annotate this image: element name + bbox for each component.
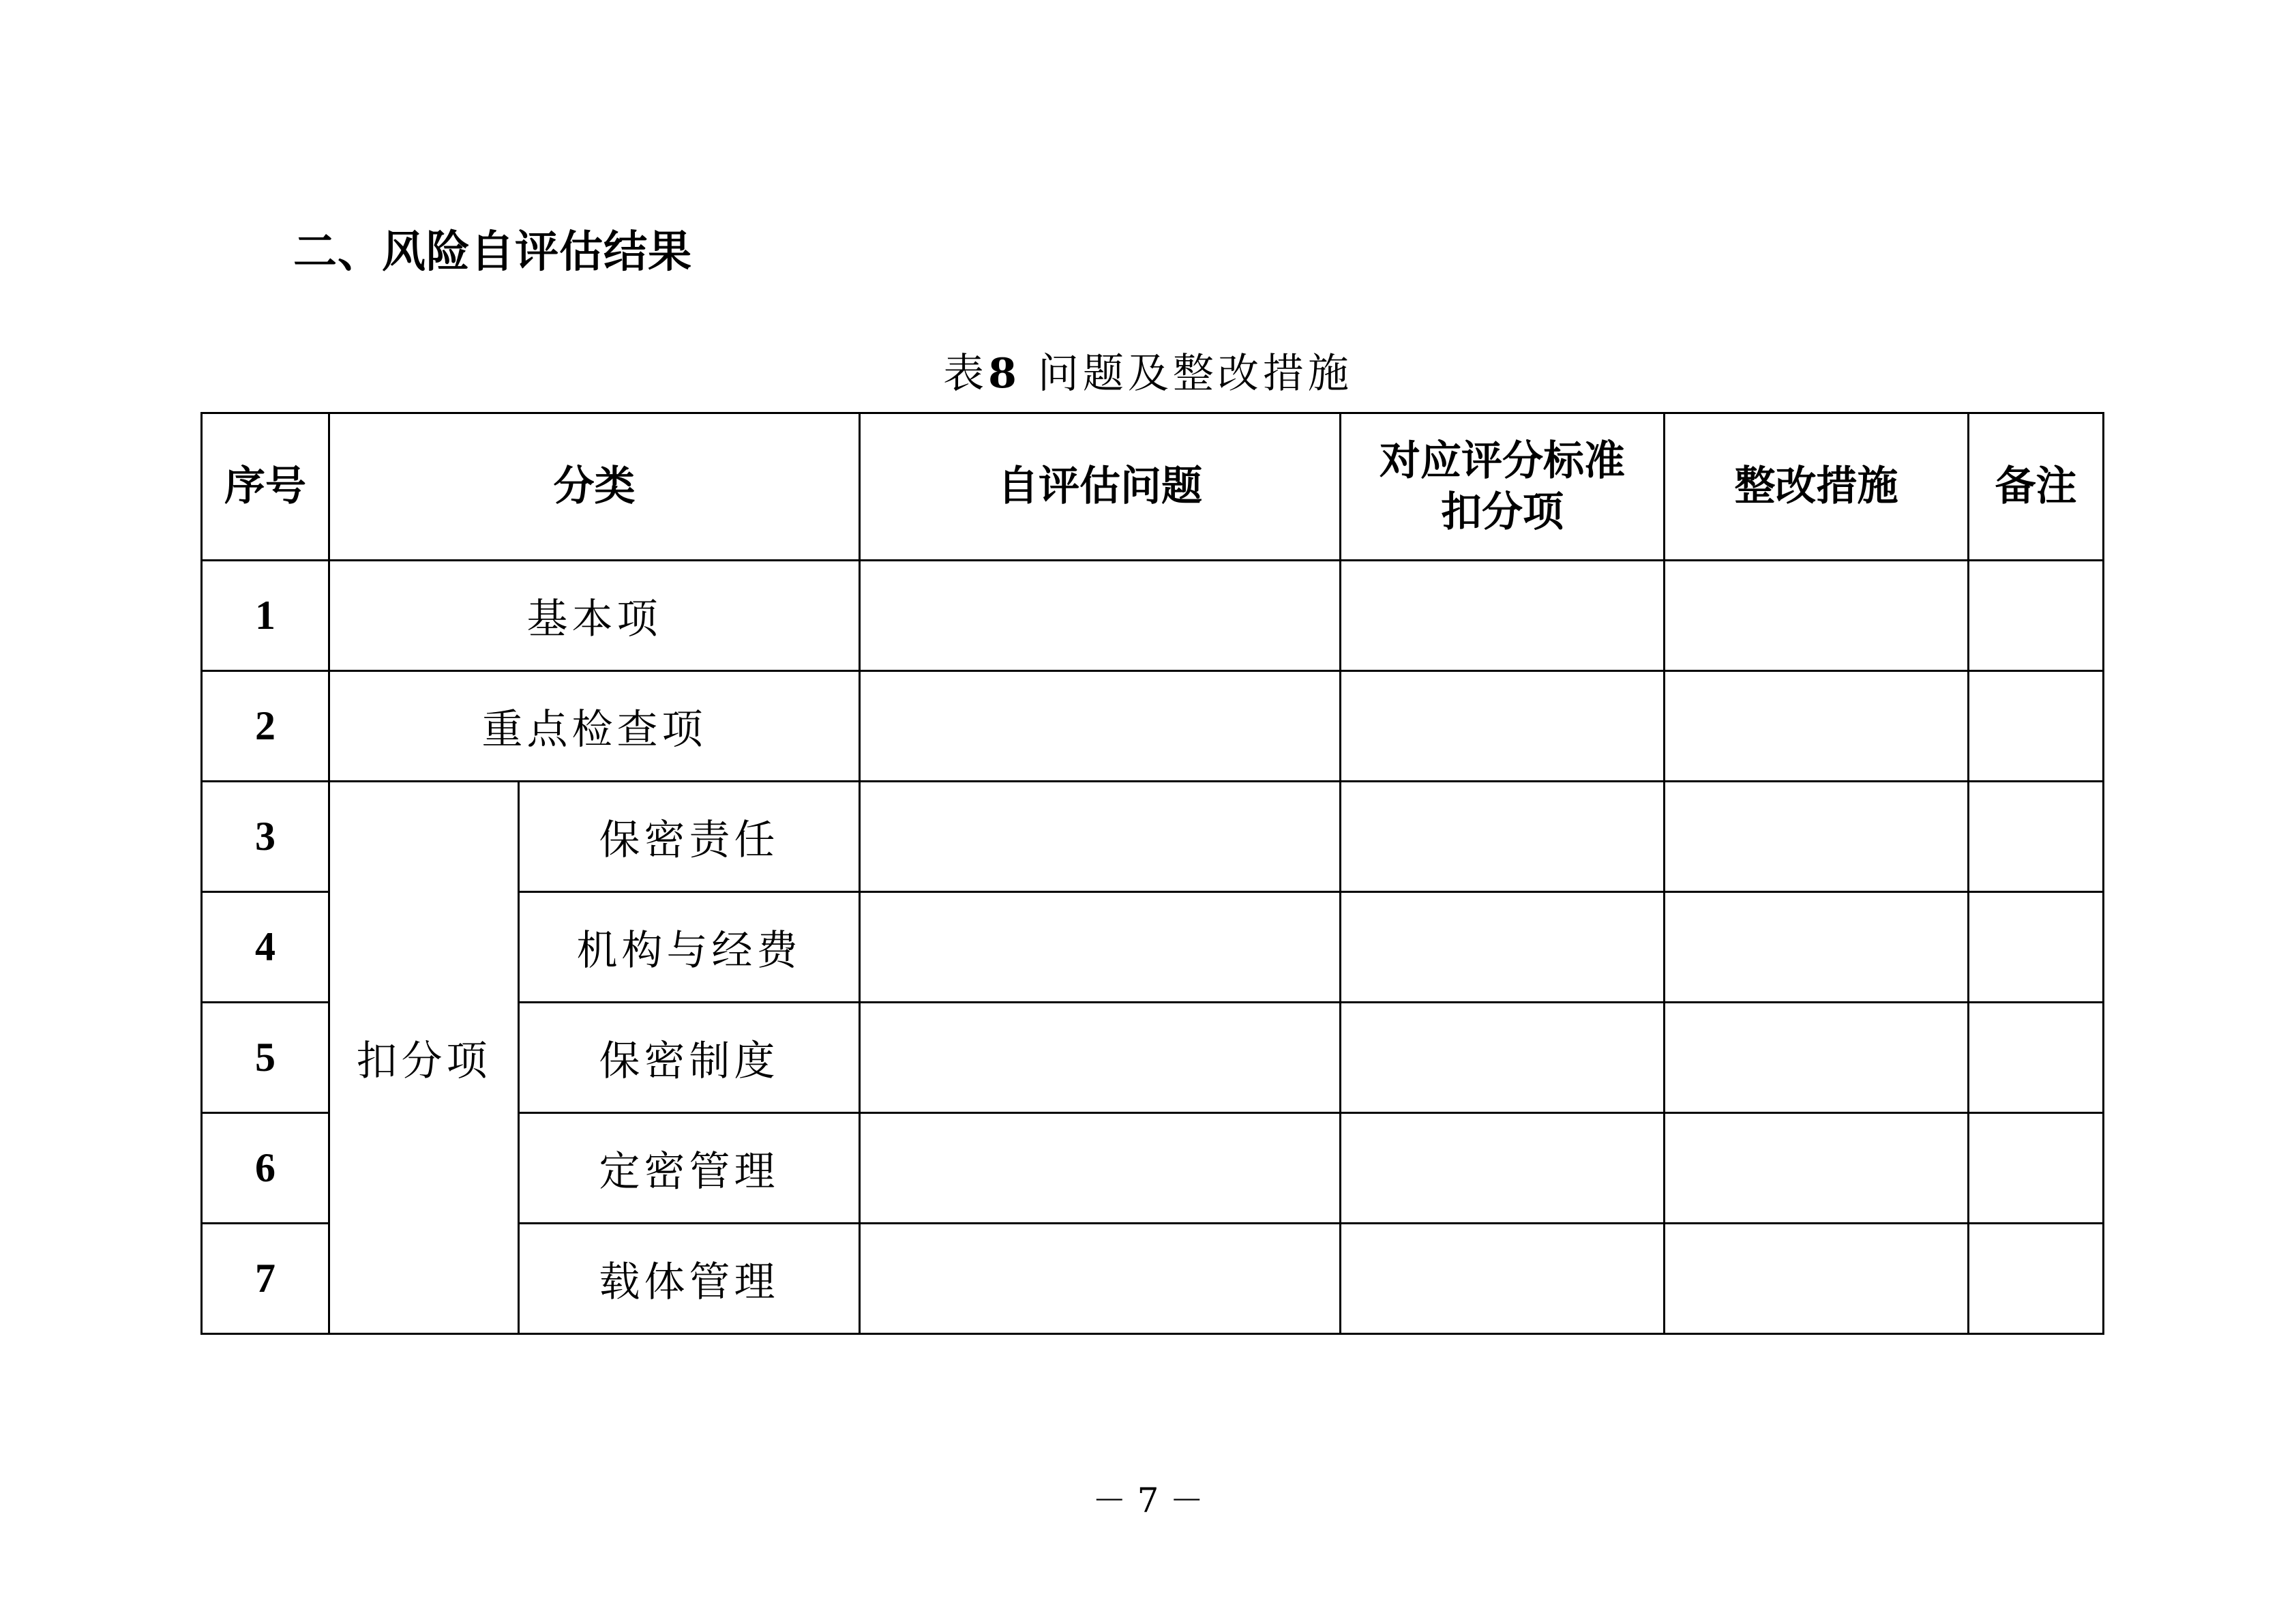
criteria-cell	[1341, 1003, 1665, 1113]
issue-cell	[860, 1113, 1341, 1224]
row-number: 6	[202, 1113, 329, 1224]
subcategory-cell: 机构与经费	[519, 892, 860, 1003]
page-number: － 7 －	[1092, 1481, 1204, 1520]
criteria-cell	[1341, 892, 1665, 1003]
table-caption-title: 问题及整改措施	[1037, 350, 1353, 398]
header-category: 分类	[329, 413, 860, 561]
criteria-cell	[1341, 782, 1665, 892]
issue-cell	[860, 782, 1341, 892]
header-remarks: 备注	[1969, 413, 2104, 561]
table-row	[202, 561, 2104, 671]
category-cell: 重点检查项	[329, 671, 860, 782]
table-caption-number: 8	[988, 350, 1021, 398]
measures-cell	[1665, 1113, 1969, 1224]
header-issue: 自评估问题	[860, 413, 1341, 561]
criteria-cell	[1341, 1224, 1665, 1334]
measures-cell	[1665, 1003, 1969, 1113]
table-row	[202, 671, 2104, 782]
header-measures: 整改措施	[1665, 413, 1969, 561]
remarks-cell	[1969, 782, 2104, 892]
measures-cell	[1665, 671, 1969, 782]
criteria-cell	[1341, 561, 1665, 671]
issue-cell	[860, 1224, 1341, 1334]
remarks-cell	[1969, 1003, 2104, 1113]
remarks-cell	[1969, 892, 2104, 1003]
subcategory-cell: 保密制度	[519, 1003, 860, 1113]
row-number: 2	[202, 671, 329, 782]
row-number: 4	[202, 892, 329, 1003]
remarks-cell	[1969, 1113, 2104, 1224]
row-number: 7	[202, 1224, 329, 1334]
header-criteria-line1: 对应评分标准	[1380, 437, 1625, 485]
subcategory-cell: 定密管理	[519, 1113, 860, 1224]
measures-cell	[1665, 892, 1969, 1003]
row-number: 1	[202, 561, 329, 671]
issue-cell	[860, 561, 1341, 671]
table-header-row	[202, 413, 2104, 561]
remarks-cell	[1969, 561, 2104, 671]
deduction-group-cell: 扣分项	[329, 782, 519, 1334]
section-heading: 二、风险自评估结果	[293, 227, 692, 278]
table-caption-prefix: 表	[943, 350, 989, 398]
row-number: 3	[202, 782, 329, 892]
remarks-cell	[1969, 1224, 2104, 1334]
issues-table	[200, 412, 2104, 1335]
measures-cell	[1665, 782, 1969, 892]
issue-cell	[860, 1003, 1341, 1113]
measures-cell	[1665, 561, 1969, 671]
issue-cell	[860, 892, 1341, 1003]
row-number: 5	[202, 1003, 329, 1113]
header-index: 序号	[202, 413, 329, 561]
subcategory-cell: 保密责任	[519, 782, 860, 892]
header-criteria-line2: 扣分项	[1441, 488, 1564, 536]
table-row	[202, 782, 2104, 892]
remarks-cell	[1969, 671, 2104, 782]
criteria-cell	[1341, 671, 1665, 782]
measures-cell	[1665, 1224, 1969, 1334]
table-caption	[0, 341, 2296, 400]
criteria-cell	[1341, 1113, 1665, 1224]
subcategory-cell: 载体管理	[519, 1224, 860, 1334]
category-cell: 基本项	[329, 561, 860, 671]
issue-cell	[860, 671, 1341, 782]
header-criteria	[1341, 413, 1665, 561]
